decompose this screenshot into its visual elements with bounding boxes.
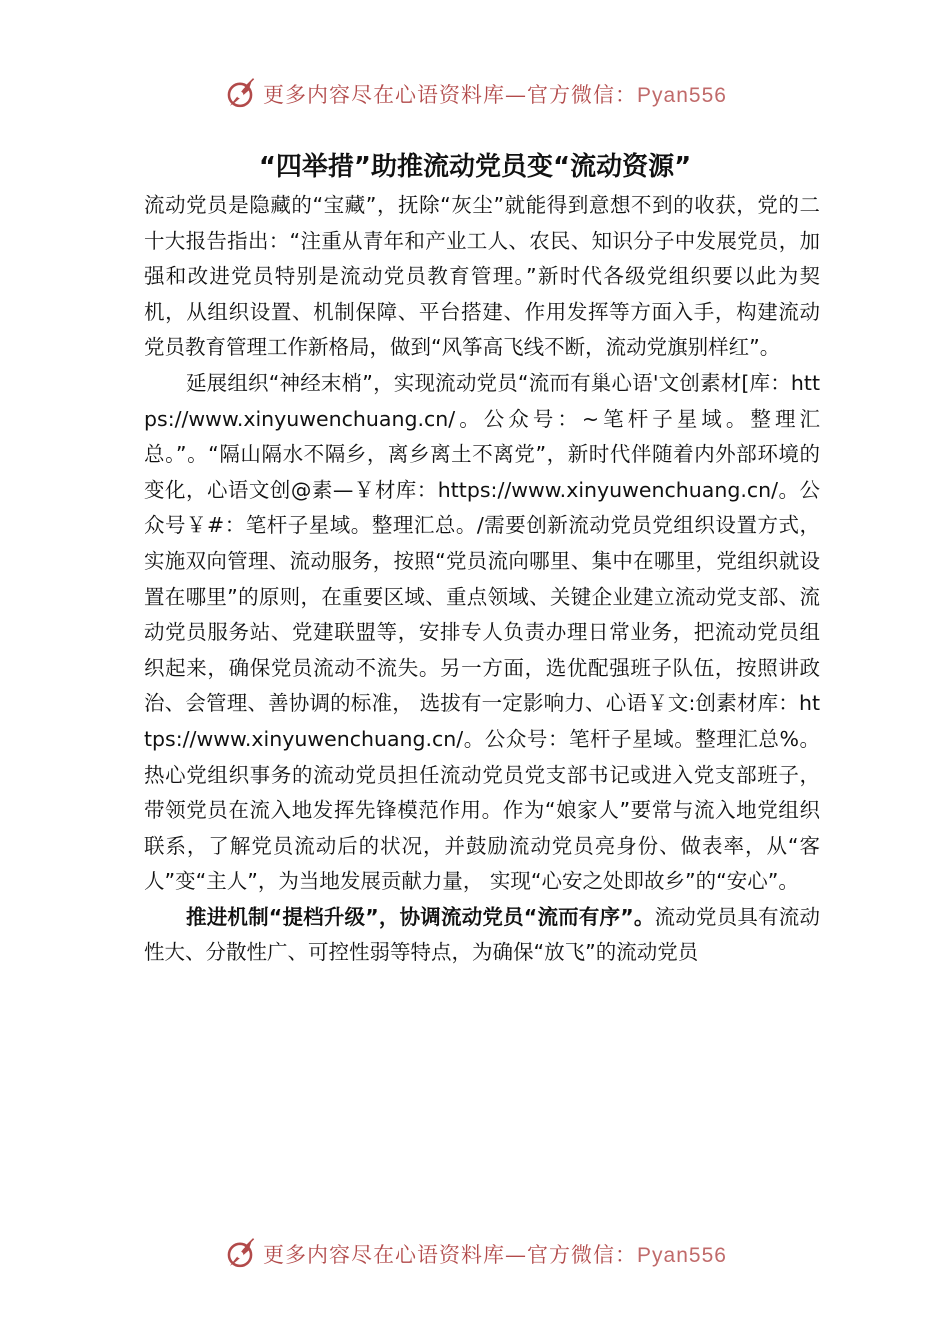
footer-banner-text: 更多内容尽在心语资料库—官方微信：Pyan556: [263, 1243, 727, 1267]
header-banner: [0, 74, 950, 114]
quill-logo-icon: [223, 77, 257, 111]
paragraph-mechanism: [144, 900, 820, 971]
document-body: [144, 188, 820, 971]
document-title: “四举措”助推流动党员变“流动资源”: [258, 152, 692, 182]
quill-logo-icon: [223, 1237, 257, 1271]
header-banner-text: 更多内容尽在心语资料库—官方微信：Pyan556: [263, 83, 727, 107]
paragraph-organization-text: 延展组织“神经末梢”，实现流动党员“流而有巢心语'文创素材[库：https://www.xinyuwenchuang.cn/。公众号：~笔杆子星域。整理汇总。”。“隔山隔水不隔乡，离乡离土不离党”，新时代伴随着内外部环境的变化，心语文创@素—￥材库：https://www.xinyuwenchuang.cn/。公众号￥#：笔杆子星域。整理汇总。/需要创新流动党员党组织设置方式，实施双向管理、流动服务，按照“党员流向哪里、集中在哪里，党组织就设置在哪里”的原则，在重要区域、重点领域、关键企业建立流动党支部、流动党员服务站、党建联盟等，安排专人负责办理日常业务，把流动党员组织起来，确保党员流动不流失。另一方面，选优配强班子队伍，按照讲政治、会管理、善协调的标准， 选拔有一定影响力、心语￥文:创素材库：https://www.xinyuwenchuang.cn/。公众号：笔杆子星域。整理汇总%。热心党组织事务的流动党员担任流动党员党支部书记或进入党支部班子，带领党员在流入地发挥先锋模范作用。作为“娘家人”要常与流入地党组织联系，了解党员流动后的状况，并鼓励流动党员亮身份、做表率，从“客人”变“主人”，为当地发展贡献力量， 实现“心安之处即故乡”的“安心”。: [144, 370, 820, 894]
paragraph-intro: 流动党员是隐藏的“宝藏”，抚除“灰尘”就能得到意想不到的收获，党的二十大报告指出：“注重从青年和产业工人、农民、知识分子中发展党员，加强和改进党员特别是流动党员教育管理。”新时代各级党组织要以此为契机，从组织设置、机制保障、平台搭建、作用发挥等方面入手，构建流动党员教育管理工作新格局，做到“风筝高飞线不断，流动党旗别样红”。: [144, 193, 820, 360]
footer-banner: [0, 1234, 950, 1274]
paragraph-organization: [144, 366, 820, 900]
footer-banner-handle: Pyan556: [637, 1244, 727, 1267]
paragraph-mechanism-lead: 推进机制“提档升级”，协调流动党员“流而有序”。: [186, 904, 655, 929]
header-banner-handle: Pyan556: [637, 84, 727, 107]
paragraph-mechanism-text: 流动党员具有流动性大、分散性广、可控性弱等特点，为确保“放飞”的流动党员: [144, 904, 820, 965]
